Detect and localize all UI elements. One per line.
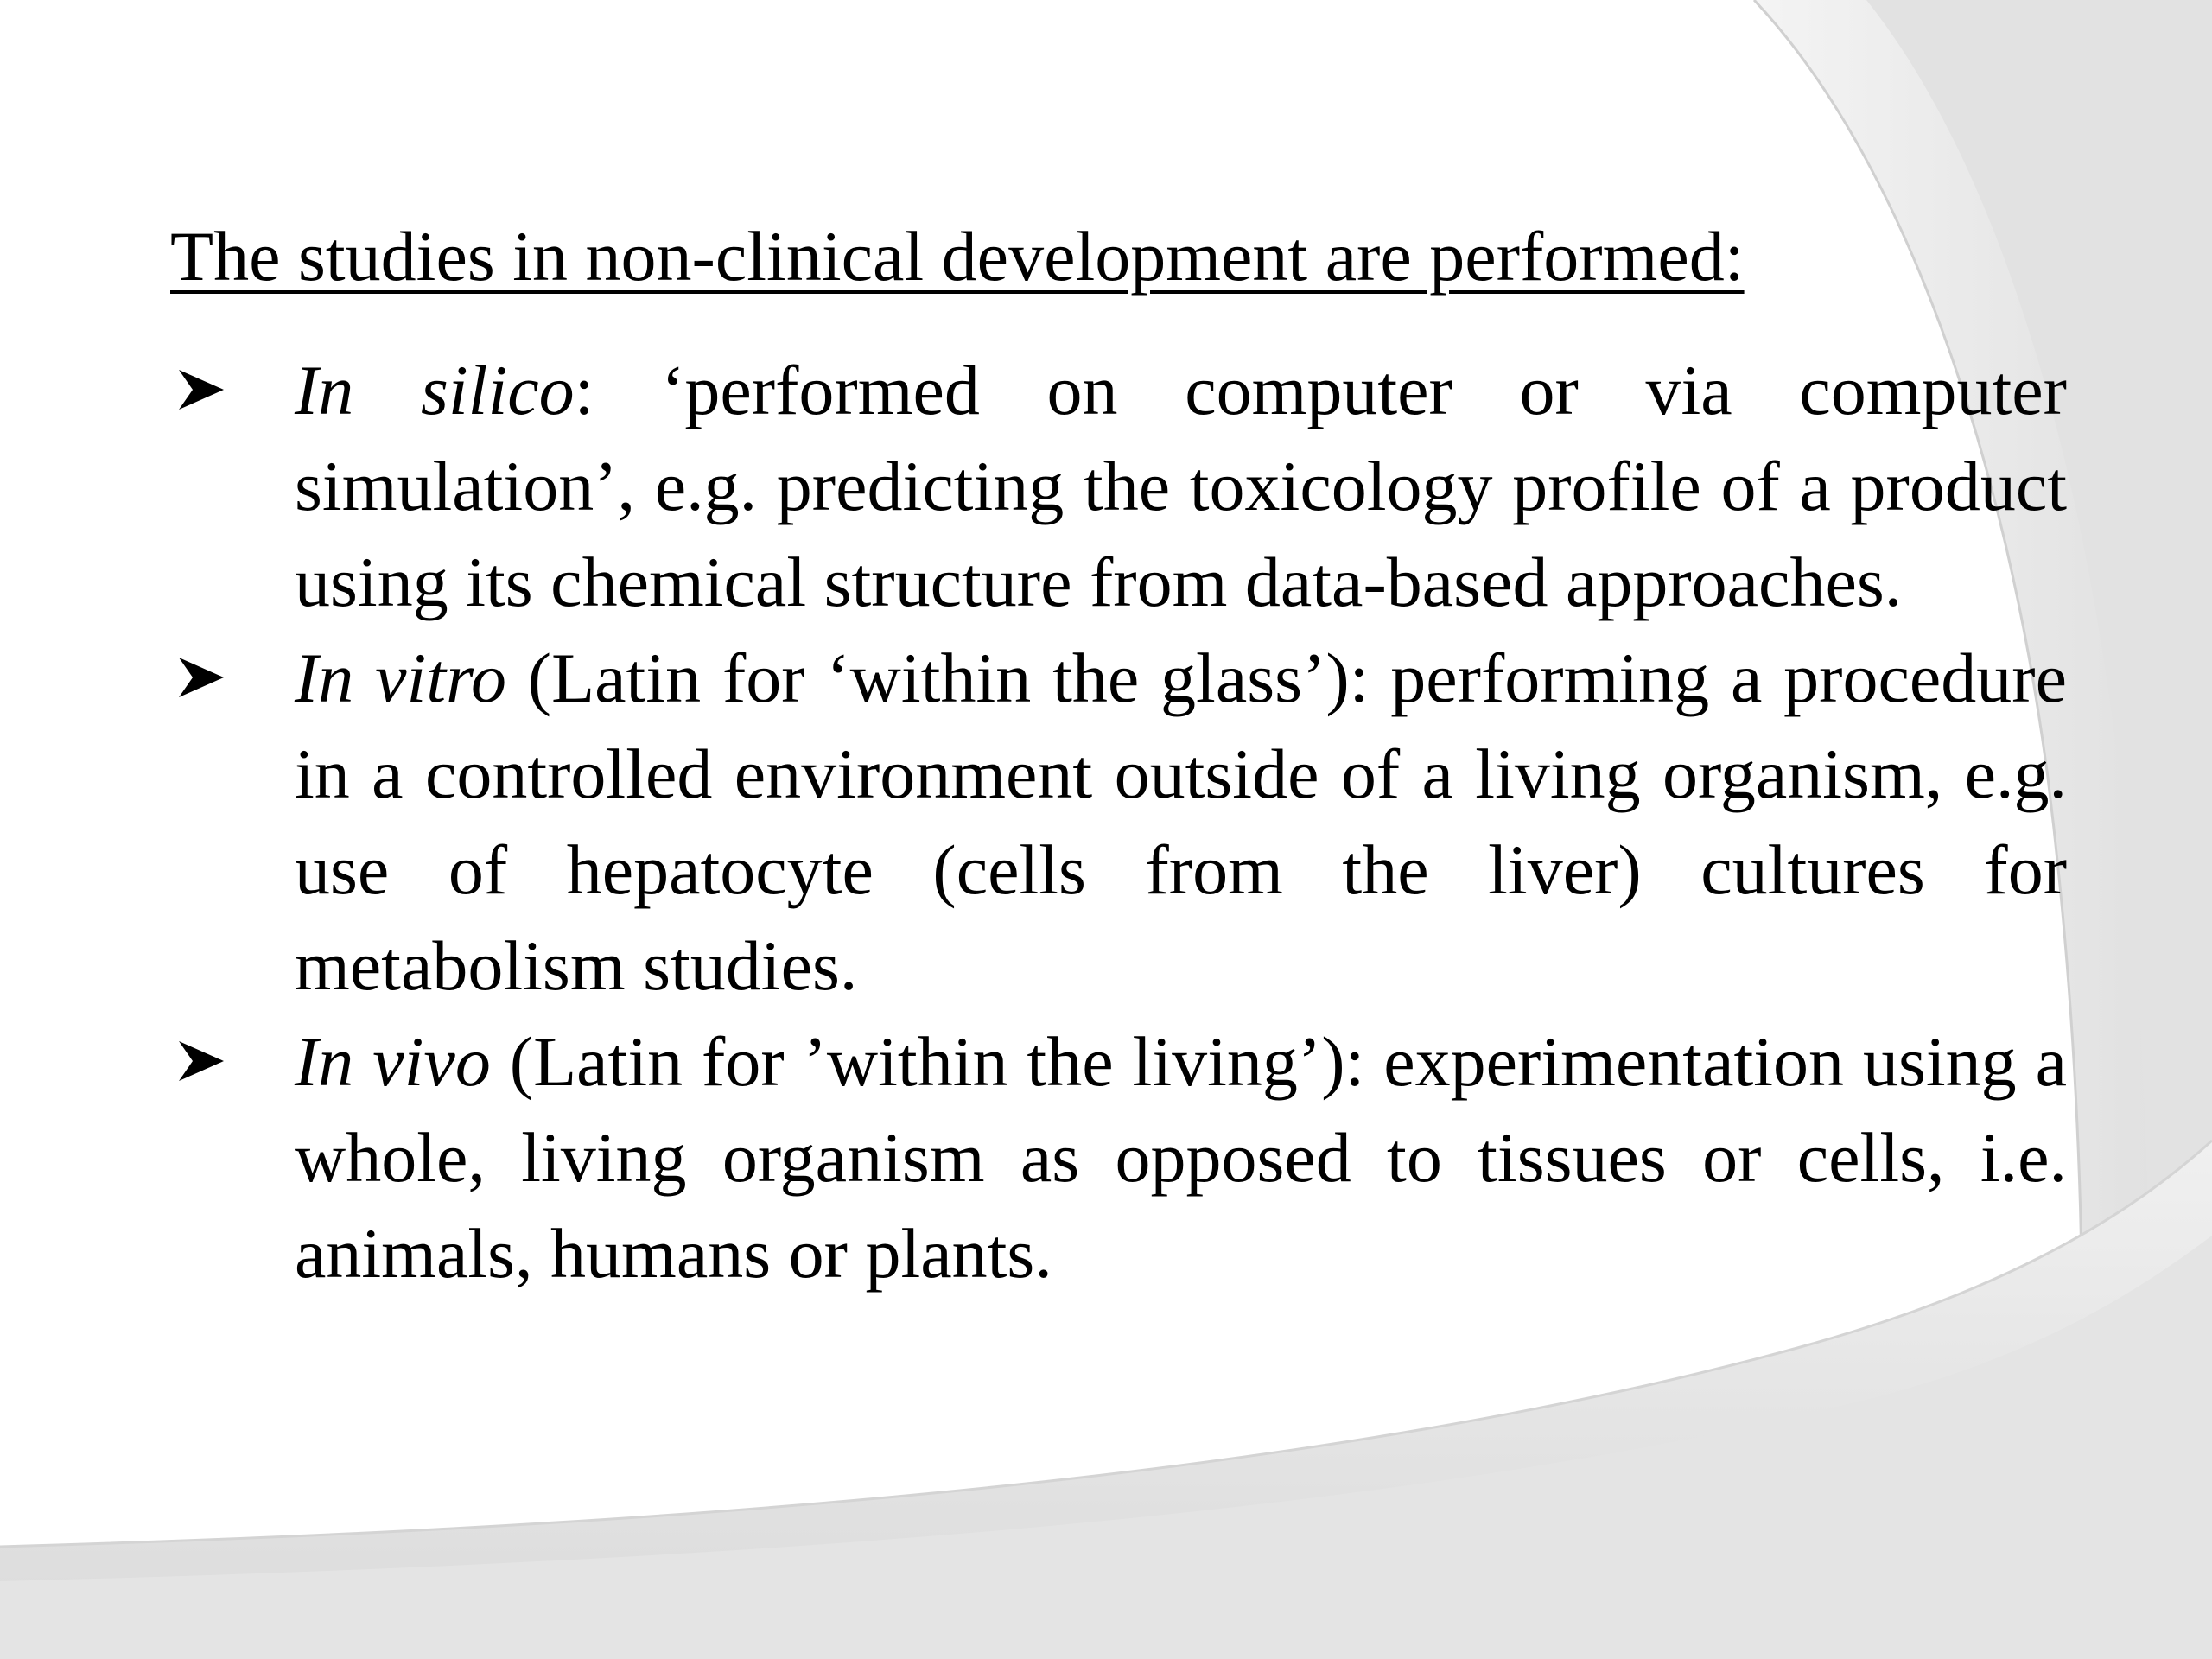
term-in-silico: In silico	[295, 351, 575, 430]
bullet-list	[170, 342, 2067, 1301]
slide-content	[170, 216, 2067, 1301]
bullet-text-in-vitro: (Latin for ‘within the glass’): performing a procedure in a controlled environment outside of a living organism, e.g. use of hepatocyte (cells from the liver) cultures for metabolism studies.	[295, 639, 2067, 1006]
bullet-item-in-vivo	[170, 1014, 2067, 1301]
bullet-item-in-vitro	[170, 630, 2067, 1014]
arrowhead-bullet-icon	[170, 342, 231, 438]
bullet-item-in-silico	[170, 342, 2067, 630]
bullet-text-in-silico: : ‘performed on computer or via computer simulation’, e.g. predicting the toxicology profile of a product using its chemical structure from data-based approaches.	[295, 351, 2067, 622]
arrowhead-bullet-icon	[170, 1014, 231, 1109]
term-in-vivo: In vivo	[295, 1022, 491, 1102]
slide-heading: The studies in non-clinical development are performed:	[170, 217, 1745, 296]
term-in-vitro: In vitro	[295, 639, 506, 718]
bullet-text-in-vivo: (Latin for ’within the living’): experimentation using a whole, living organism as opposed to tissues or cells, i.e. animals, humans or plants.	[295, 1022, 2067, 1294]
arrowhead-bullet-icon	[170, 630, 231, 726]
